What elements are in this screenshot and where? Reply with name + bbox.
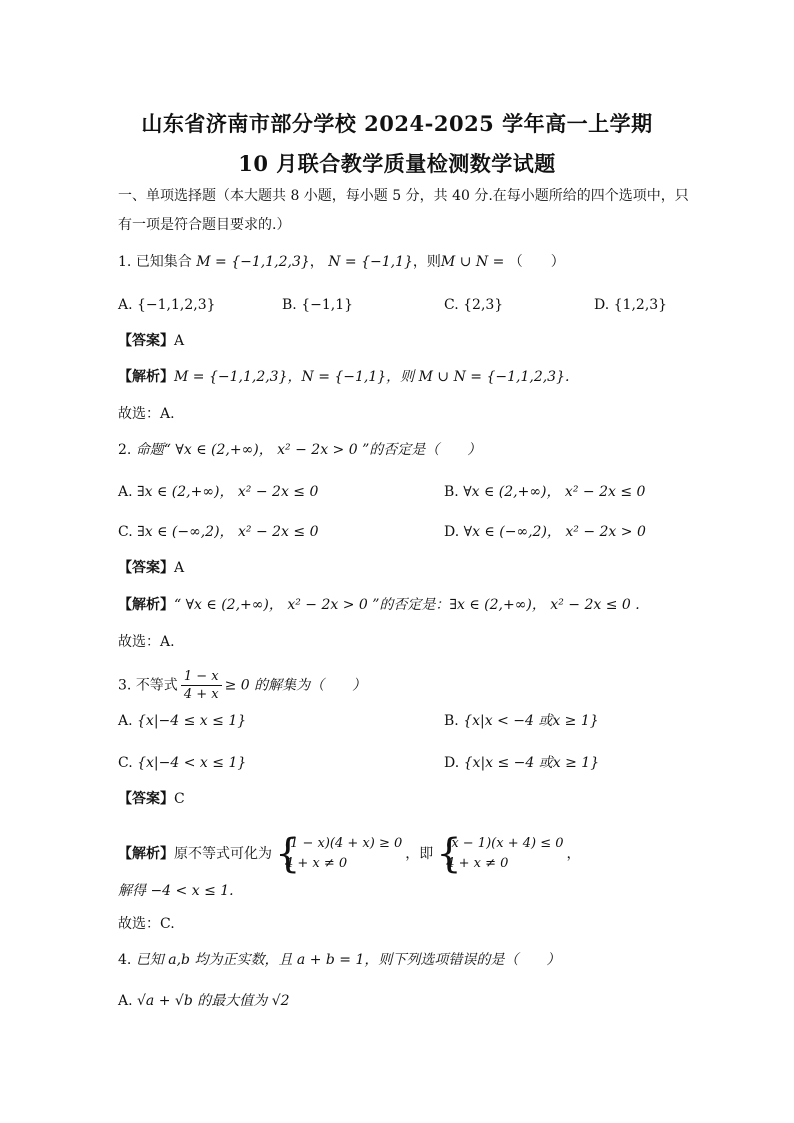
- question-1-paren: （ ）: [508, 254, 565, 270]
- answer-label: 【答案】: [118, 791, 174, 807]
- analysis-mid: ，即: [405, 846, 434, 862]
- question-3-number: 3.: [118, 677, 132, 694]
- option-letter: A.: [118, 713, 133, 729]
- question-3-pre: 不等式: [135, 677, 178, 694]
- question-1-conclusion: [118, 404, 175, 424]
- question-4-stem: [118, 950, 560, 970]
- option-letter: D.: [444, 755, 460, 771]
- option-letter: A.: [118, 484, 133, 500]
- question-2-option-a: [118, 482, 318, 502]
- question-3-conclusion: [118, 914, 175, 934]
- option-text: ∀x ∈ (−∞,2)， x² − 2x > 0: [463, 524, 646, 540]
- therefore-value: C.: [160, 916, 175, 932]
- analysis-label: 【解析】: [118, 846, 174, 862]
- solution-text: 解得 −4 < x ≤ 1.: [118, 883, 234, 899]
- question-2-conclusion: [118, 632, 175, 652]
- system-row: 4 + x ≠ 0: [446, 856, 509, 871]
- option-letter: A.: [118, 297, 133, 313]
- question-2-analysis: [118, 595, 640, 615]
- question-3-post: ≥ 0 的解集为（ ）: [224, 677, 367, 694]
- inequality-system-1: [275, 831, 403, 877]
- option-text: {x|−4 ≤ x ≤ 1}: [137, 713, 247, 729]
- left-brace: {: [436, 831, 462, 877]
- question-3-option-d: [444, 753, 599, 773]
- analysis-label: 【解析】: [118, 597, 174, 613]
- system-row: 4 + x ≠ 0: [285, 856, 348, 871]
- left-brace: {: [275, 831, 301, 877]
- question-3-answer: [118, 789, 185, 809]
- question-3-option-a: [118, 711, 246, 731]
- question-1-option-d: [594, 295, 667, 315]
- question-1-sep: ，: [309, 254, 324, 270]
- question-3-option-c: [118, 753, 246, 773]
- question-3-stem: [118, 668, 366, 703]
- question-1-answer: [118, 331, 184, 351]
- option-text: {2,3}: [463, 297, 504, 313]
- therefore-value: A.: [160, 406, 175, 422]
- system-row: (x − 1)(x + 4) ≤ 0: [446, 836, 564, 851]
- question-2-option-d: [444, 522, 646, 542]
- option-text: ∃x ∈ (−∞,2)， x² − 2x ≤ 0: [137, 524, 319, 540]
- option-text: √a + √b 的最大值为 √2: [137, 993, 290, 1009]
- option-text: ∀x ∈ (2,+∞)， x² − 2x ≤ 0: [463, 484, 646, 500]
- option-letter: D.: [594, 297, 610, 313]
- option-letter: C.: [444, 297, 459, 313]
- answer-value: C: [174, 791, 185, 807]
- option-letter: C.: [118, 524, 133, 540]
- question-4-number: 4.: [118, 952, 132, 968]
- question-1-set-n: N = {−1,1}: [328, 254, 413, 270]
- analysis-end: ，: [566, 846, 581, 862]
- option-letter: B.: [444, 713, 459, 729]
- question-1-mid: ，则: [412, 254, 441, 270]
- answer-label: 【答案】: [118, 560, 174, 576]
- therefore-label: 故选：: [118, 406, 160, 422]
- therefore-label: 故选：: [118, 634, 160, 650]
- question-1-pre: 已知集合: [135, 254, 192, 270]
- question-1-stem: [118, 252, 565, 272]
- question-2-option-c: [118, 522, 318, 542]
- question-1-analysis: [118, 367, 569, 387]
- option-text: {x|−4 < x ≤ 1}: [137, 755, 247, 771]
- answer-value: A: [174, 560, 185, 576]
- option-letter: C.: [118, 755, 133, 771]
- option-letter: B.: [282, 297, 297, 313]
- option-letter: B.: [444, 484, 459, 500]
- fraction-denominator: 4 + x: [183, 687, 219, 702]
- question-3-analysis: [118, 831, 581, 877]
- question-1-number: 1.: [118, 254, 132, 270]
- option-text: {x|x ≤ −4 或x ≥ 1}: [463, 755, 600, 771]
- question-1-option-a: [118, 295, 216, 315]
- question-1-expr: M ∪ N =: [440, 254, 505, 270]
- therefore-label: 故选：: [118, 916, 160, 932]
- question-1-set-m: M = {−1,1,2,3}: [196, 254, 310, 270]
- inequality-system-2: [436, 831, 564, 877]
- therefore-value: A.: [160, 634, 175, 650]
- question-2-option-b: [444, 482, 645, 502]
- question-4-text: 已知 a,b 均为正实数，且 a + b = 1，则下列选项错误的是（ ）: [135, 952, 561, 968]
- analysis-text: “ ∀x ∈ (2,+∞)， x² − 2x > 0 ”的否定是：∃x ∈ (2,+∞)， x² − 2x ≤ 0 .: [174, 597, 640, 613]
- answer-label: 【答案】: [118, 333, 174, 349]
- option-text: ∃x ∈ (2,+∞)， x² − 2x ≤ 0: [137, 484, 319, 500]
- section-header-line-2: 有一项是符合题目要求的.）: [118, 217, 291, 233]
- section-header-line-1: 一、单项选择题（本大题共 8 小题，每小题 5 分，共 40 分.在每小题所给的四个选项中，只: [118, 188, 689, 204]
- answer-value: A: [174, 333, 185, 349]
- title-line-1: 山东省济南市部分学校 2024-2025 学年高一上学期: [141, 111, 653, 136]
- option-letter: D.: [444, 524, 460, 540]
- option-letter: A.: [118, 993, 133, 1009]
- option-text: {1,2,3}: [613, 297, 668, 313]
- analysis-label: 【解析】: [118, 369, 174, 385]
- fraction-numerator: 1 − x: [181, 668, 222, 686]
- option-text: {x|x < −4 或x ≥ 1}: [463, 713, 599, 729]
- analysis-text: M = {−1,1,2,3}，N = {−1,1}，则 M ∪ N = {−1,1,2,3}.: [174, 369, 570, 385]
- question-2-stem: [118, 440, 481, 460]
- option-text: {−1,1}: [301, 297, 354, 313]
- question-3-fraction: [181, 668, 222, 703]
- question-4-option-a: [118, 991, 290, 1011]
- question-3-solution: [118, 881, 234, 901]
- question-2-answer: [118, 558, 184, 578]
- system-row: (1 − x)(4 + x) ≥ 0: [285, 836, 403, 851]
- question-1-option-c: [444, 295, 503, 315]
- question-1-option-b: [282, 295, 353, 315]
- question-2-number: 2.: [118, 442, 132, 458]
- question-2-text: 命题“ ∀x ∈ (2,+∞)， x² − 2x > 0 ”的否定是（ ）: [135, 442, 482, 458]
- analysis-pre: 原不等式可化为: [174, 846, 272, 862]
- title-line-2: 10 月联合教学质量检测数学试题: [238, 151, 556, 176]
- question-3-option-b: [444, 711, 599, 731]
- option-text: {−1,1,2,3}: [137, 297, 216, 313]
